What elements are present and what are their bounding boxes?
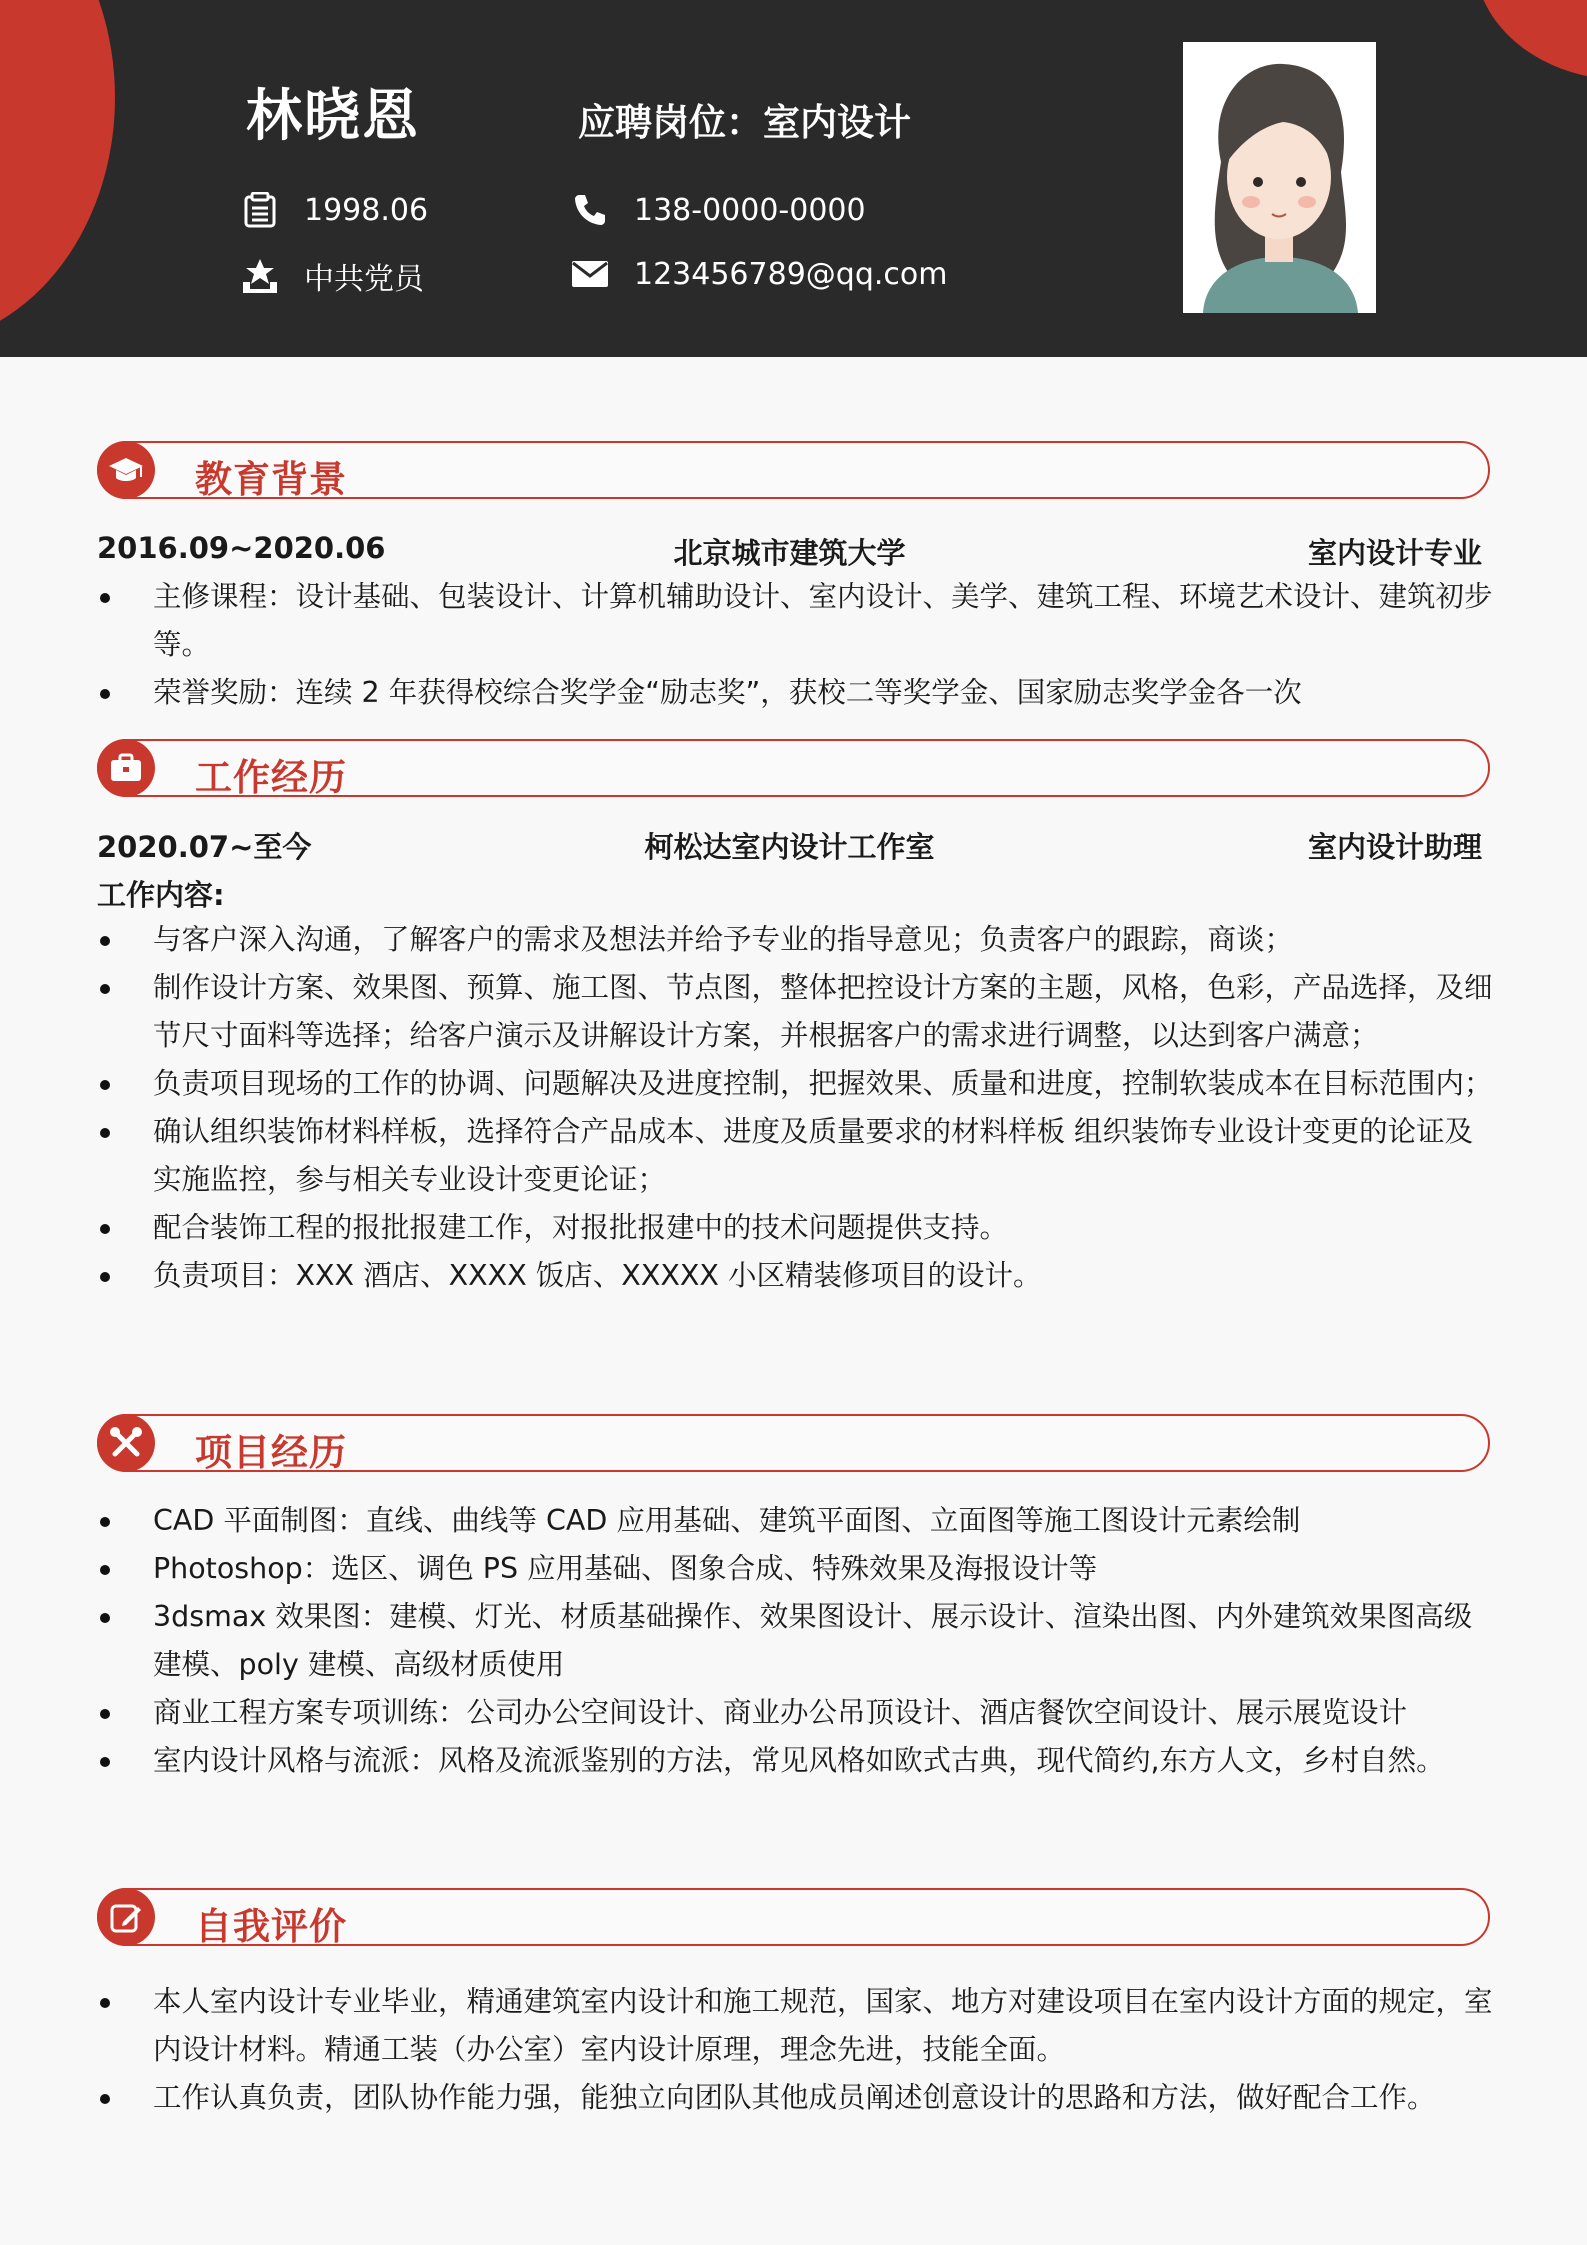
edit-icon <box>97 1888 155 1946</box>
birth-value: 1998.06 <box>304 192 429 228</box>
list-item: 确认组织装饰材料样板，选择符合产品成本、进度及质量要求的材料样板 组织装饰专业设计变更的论证及实施监控，参与相关专业设计变更论证； <box>97 1108 1497 1204</box>
email-info <box>570 254 947 294</box>
self-list <box>97 1978 1497 2122</box>
phone-info <box>570 190 866 230</box>
list-item: 室内设计风格与流派：风格及流派鉴别的方法，常见风格如欧式古典，现代简约,东方人文，乡村自然。 <box>97 1737 1497 1785</box>
briefcase-icon <box>97 739 155 797</box>
birth-info <box>240 190 428 230</box>
section-title: 项目经历 <box>195 1431 347 1474</box>
header <box>0 0 1587 357</box>
list-item: 制作设计方案、效果图、预算、施工图、节点图，整体把控设计方案的主题，风格，色彩，产品选择，及细节尺寸面料等选择；给客户演示及讲解设计方案，并根据客户的需求进行调整，以达到客户满意； <box>97 964 1497 1060</box>
decor-circle-right <box>1475 0 1587 80</box>
list-item: 3dsmax 效果图：建模、灯光、材质基础操作、效果图设计、展示设计、渲染出图、内外建筑效果图高级建模、poly 建模、高级材质使用 <box>97 1593 1497 1689</box>
applicant-name: 林晓恩 <box>246 84 420 149</box>
education-list <box>97 573 1497 717</box>
list-item: 商业工程方案专项训练：公司办公空间设计、商业办公吊顶设计、酒店餐饮空间设计、展示展览设计 <box>97 1689 1497 1737</box>
list-item: CAD 平面制图：直线、曲线等 CAD 应用基础、建筑平面图、立面图等施工图设计元素绘制 <box>97 1497 1497 1545</box>
list-item: 工作认真负责，团队协作能力强，能独立向团队其他成员阐述创意设计的思路和方法，做好配合工作。 <box>97 2074 1497 2122</box>
section-work-header <box>97 739 1490 797</box>
graduation-cap-icon <box>97 441 155 499</box>
education-period: 2016.09~2020.06 <box>97 531 386 565</box>
list-item: 本人室内设计专业毕业，精通建筑室内设计和施工规范，国家、地方对建设项目在室内设计方面的规定，室内设计材料。精通工装（办公室）室内设计原理，理念先进，技能全面。 <box>97 1978 1497 2074</box>
section-title: 自我评价 <box>195 1905 347 1948</box>
work-role: 室内设计助理 <box>1307 830 1482 864</box>
list-item: 荣誉奖励：连续 2 年获得校综合奖学金“励志奖”，获校二等奖学金、国家励志奖学金各一次 <box>97 669 1497 717</box>
list-item: 配合装饰工程的报批报建工作，对报批报建中的技术问题提供支持。 <box>97 1204 1497 1252</box>
education-school: 北京城市建筑大学 <box>673 536 906 570</box>
calendar-icon <box>240 190 280 230</box>
work-company: 柯松达室内设计工作室 <box>644 830 935 864</box>
list-item: 主修课程：设计基础、包装设计、计算机辅助设计、室内设计、美学、建筑工程、环境艺术设计、建筑初步等。 <box>97 573 1497 669</box>
politics-value: 中共党员 <box>304 262 424 297</box>
list-item: 负责项目现场的工作的协调、问题解决及进度控制，把握效果、质量和进度，控制软装成本在目标范围内； <box>97 1060 1497 1108</box>
star-person-icon <box>240 256 280 296</box>
list-item: 负责项目：XXX 酒店、XXXX 饭店、XXXXX 小区精装修项目的设计。 <box>97 1252 1497 1300</box>
list-item: Photoshop：选区、调色 PS 应用基础、图象合成、特殊效果及海报设计等 <box>97 1545 1497 1593</box>
section-self-header <box>97 1888 1490 1946</box>
phone-value: 138-0000-0000 <box>634 192 866 228</box>
work-period: 2020.07~至今 <box>97 830 312 864</box>
phone-icon <box>570 190 610 230</box>
section-projects-header <box>97 1414 1490 1472</box>
section-title: 教育背景 <box>195 458 347 501</box>
mail-icon <box>570 254 610 294</box>
section-education-header <box>97 441 1490 499</box>
decor-circle-left <box>0 0 115 345</box>
education-major: 室内设计专业 <box>1307 536 1482 570</box>
profile-photo <box>1183 42 1376 313</box>
list-item: 与客户深入沟通，了解客户的需求及想法并给予专业的指导意见；负责客户的跟踪，商谈； <box>97 916 1497 964</box>
politics-info <box>240 254 424 298</box>
job-position: 应聘岗位：室内设计 <box>578 101 911 144</box>
work-list <box>97 916 1497 1300</box>
email-value: 123456789@qq.com <box>634 256 948 292</box>
tools-icon <box>97 1414 155 1472</box>
section-title: 工作经历 <box>195 756 347 799</box>
work-content-label: 工作内容: <box>97 878 225 912</box>
projects-list <box>97 1497 1497 1785</box>
